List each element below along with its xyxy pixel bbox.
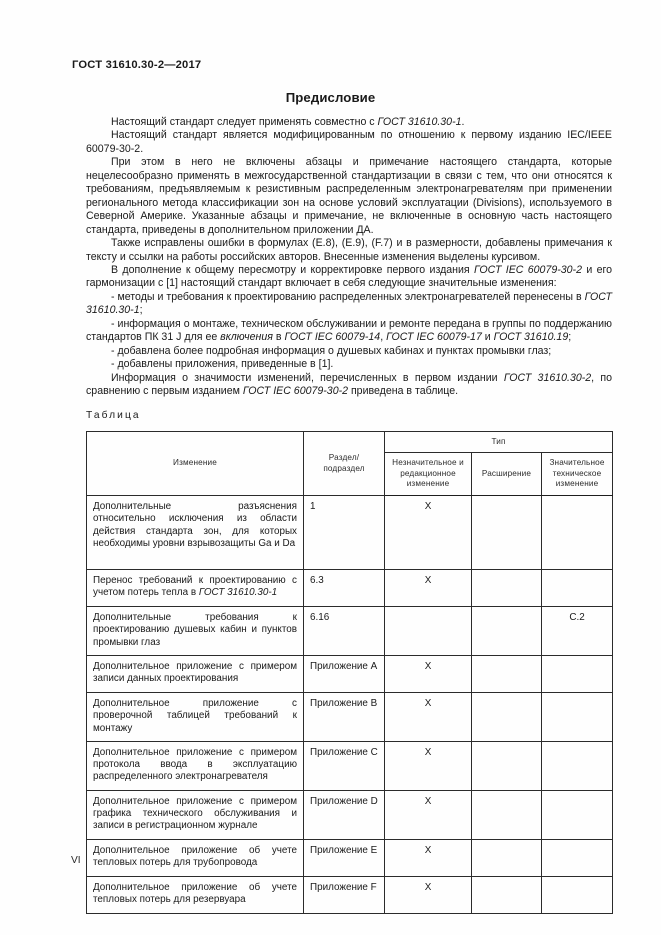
table-row: [87, 839, 613, 876]
paragraph: Настоящий стандарт является модифицированным по отношению к первому изданию IEC/IEEE 60079-30-2.: [86, 129, 612, 155]
table-row: [87, 570, 613, 607]
cell-major: [542, 496, 613, 570]
table-row: [87, 876, 613, 913]
cell-clause: Приложение D: [304, 790, 385, 839]
table-body: [87, 496, 613, 914]
cell-extension: [472, 790, 542, 839]
foreword-body: [86, 116, 612, 399]
table-row: [87, 656, 613, 693]
cell-major: [542, 790, 613, 839]
cell-change: Перенос требований к проектированию с учетом потерь тепла в ГОСТ 31610.30-1: [87, 570, 304, 607]
table-row: [87, 693, 613, 742]
page-title: Предисловие: [285, 90, 376, 105]
cell-minor: X: [385, 741, 472, 790]
table-header: [87, 432, 613, 496]
paragraph-bullet: - добавлены приложения, приведенные в [1].: [111, 358, 334, 371]
table-row: [87, 790, 613, 839]
cell-clause: 1: [304, 496, 385, 570]
table-row: [87, 741, 613, 790]
cell-change: Дополнительное приложение с примером графика технического обслуживания и записи в регистрационном журнале: [87, 790, 304, 839]
cell-change: Дополнительное приложение об учете тепловых потерь для трубопровода: [87, 839, 304, 876]
cell-clause: 6.3: [304, 570, 385, 607]
cell-major: [542, 876, 613, 913]
cell-clause: Приложение F: [304, 876, 385, 913]
cell-change: Дополнительные разъяснения относительно исключения из области действия стандарта зон, для которых необходимы уровни взрывозащиты Ga и Da: [87, 496, 304, 570]
paragraph: Настоящий стандарт следует применять совместно с ГОСТ 31610.30-1.: [111, 116, 465, 128]
cell-change: Дополнительное приложение с примером протокола ввода в эксплуатацию распределенного электронагревателя: [87, 741, 304, 790]
cell-major: [542, 741, 613, 790]
table-caption: Таблица: [86, 410, 141, 421]
paragraph: При этом в него не включены абзацы и примечание настоящего стандарта, которые нецелесообразно применять в межгосударственной стандартизации в связи с тем, что они относятся к требованиям, предъявляемым к резистивным распределенным электронагревателям при применении регионального метода классификации зон на основе условий эксплуатации (Divisions), используемого в Северной Америке. Указанные абзацы и примечание, не включенные в основную часть настоящего стандарта, приведены в дополнительном приложении ДА.: [86, 156, 612, 236]
cell-change: Дополнительное приложение с примером записи данных проектирования: [87, 656, 304, 693]
cell-extension: [472, 839, 542, 876]
page-number: VI: [71, 855, 81, 866]
cell-clause: Приложение E: [304, 839, 385, 876]
paragraph: Информация о значимости изменений, перечисленных в первом издании ГОСТ 31610.30-2, по сравнению с первым изданием ГОСТ IEC 60079-30-2 приведена в таблице.: [86, 371, 613, 398]
column-header-type-group: Тип: [385, 432, 613, 453]
changes-table: [86, 431, 613, 914]
cell-extension: [472, 496, 542, 570]
cell-clause: Приложение A: [304, 656, 385, 693]
cell-minor: X: [385, 790, 472, 839]
column-header-clause: Раздел/ подраздел: [304, 432, 385, 496]
table-row: [87, 496, 613, 570]
column-header-change: Изменение: [87, 432, 304, 496]
paragraph: В дополнение к общему пересмотру и корректировке первого издания ГОСТ IEC 60079-30-2 и его гармонизации с [1] настоящий стандарт включает в себя следующие значительные изменения:: [86, 263, 612, 290]
cell-major: [542, 570, 613, 607]
cell-major: [542, 656, 613, 693]
column-header-major: Значительное техническое изменение: [542, 453, 613, 496]
cell-extension: [472, 741, 542, 790]
cell-change: Дополнительные требования к проектированию душевых кабин и пунктов промывки глаз: [87, 607, 304, 656]
cell-change: Дополнительное приложение об учете тепловых потерь для резервуара: [87, 876, 304, 913]
cell-change: Дополнительное приложение с проверочной таблицей требований к монтажу: [87, 693, 304, 742]
paragraph-bullet: - методы и требования к проектированию распределенных электронагревателей перенесены в ГОСТ 31610.30-1;: [86, 290, 612, 317]
paragraph-bullet: - информация о монтаже, техническом обслуживании и ремонте передана в группы по поддержанию стандартов ПК 31 J для ее включения в ГОСТ IEC 60079-14, ГОСТ IEC 60079-17 и ГОСТ 31610.19;: [86, 317, 612, 344]
cell-clause: 6.16: [304, 607, 385, 656]
cell-clause: Приложение B: [304, 693, 385, 742]
cell-extension: [472, 876, 542, 913]
cell-minor: X: [385, 876, 472, 913]
cell-major: [542, 839, 613, 876]
cell-minor: X: [385, 496, 472, 570]
table-row: [87, 607, 613, 656]
cell-minor: [385, 607, 472, 656]
cell-extension: [472, 656, 542, 693]
cell-major: [542, 693, 613, 742]
cell-extension: [472, 693, 542, 742]
cell-minor: X: [385, 839, 472, 876]
column-header-minor: Незначительное и редакционное изменение: [385, 453, 472, 496]
running-head-standard-number: ГОСТ 31610.30-2—2017: [72, 59, 202, 71]
cell-minor: X: [385, 570, 472, 607]
paragraph: Также исправлены ошибки в формулах (E.8), (E.9), (F.7) и в размерности, добавлены примечания к тексту и ссылки на работы российских авторов. Внесенные изменения выделены курсивом.: [86, 237, 612, 263]
cell-minor: X: [385, 693, 472, 742]
cell-clause: Приложение C: [304, 741, 385, 790]
paragraph-bullet: - добавлена более подробная информация о душевых кабинах и пунктах промывки глаз;: [111, 344, 552, 357]
cell-major: C.2: [542, 607, 613, 656]
column-header-extension: Расширение: [472, 453, 542, 496]
cell-extension: [472, 607, 542, 656]
cell-extension: [472, 570, 542, 607]
cell-minor: X: [385, 656, 472, 693]
